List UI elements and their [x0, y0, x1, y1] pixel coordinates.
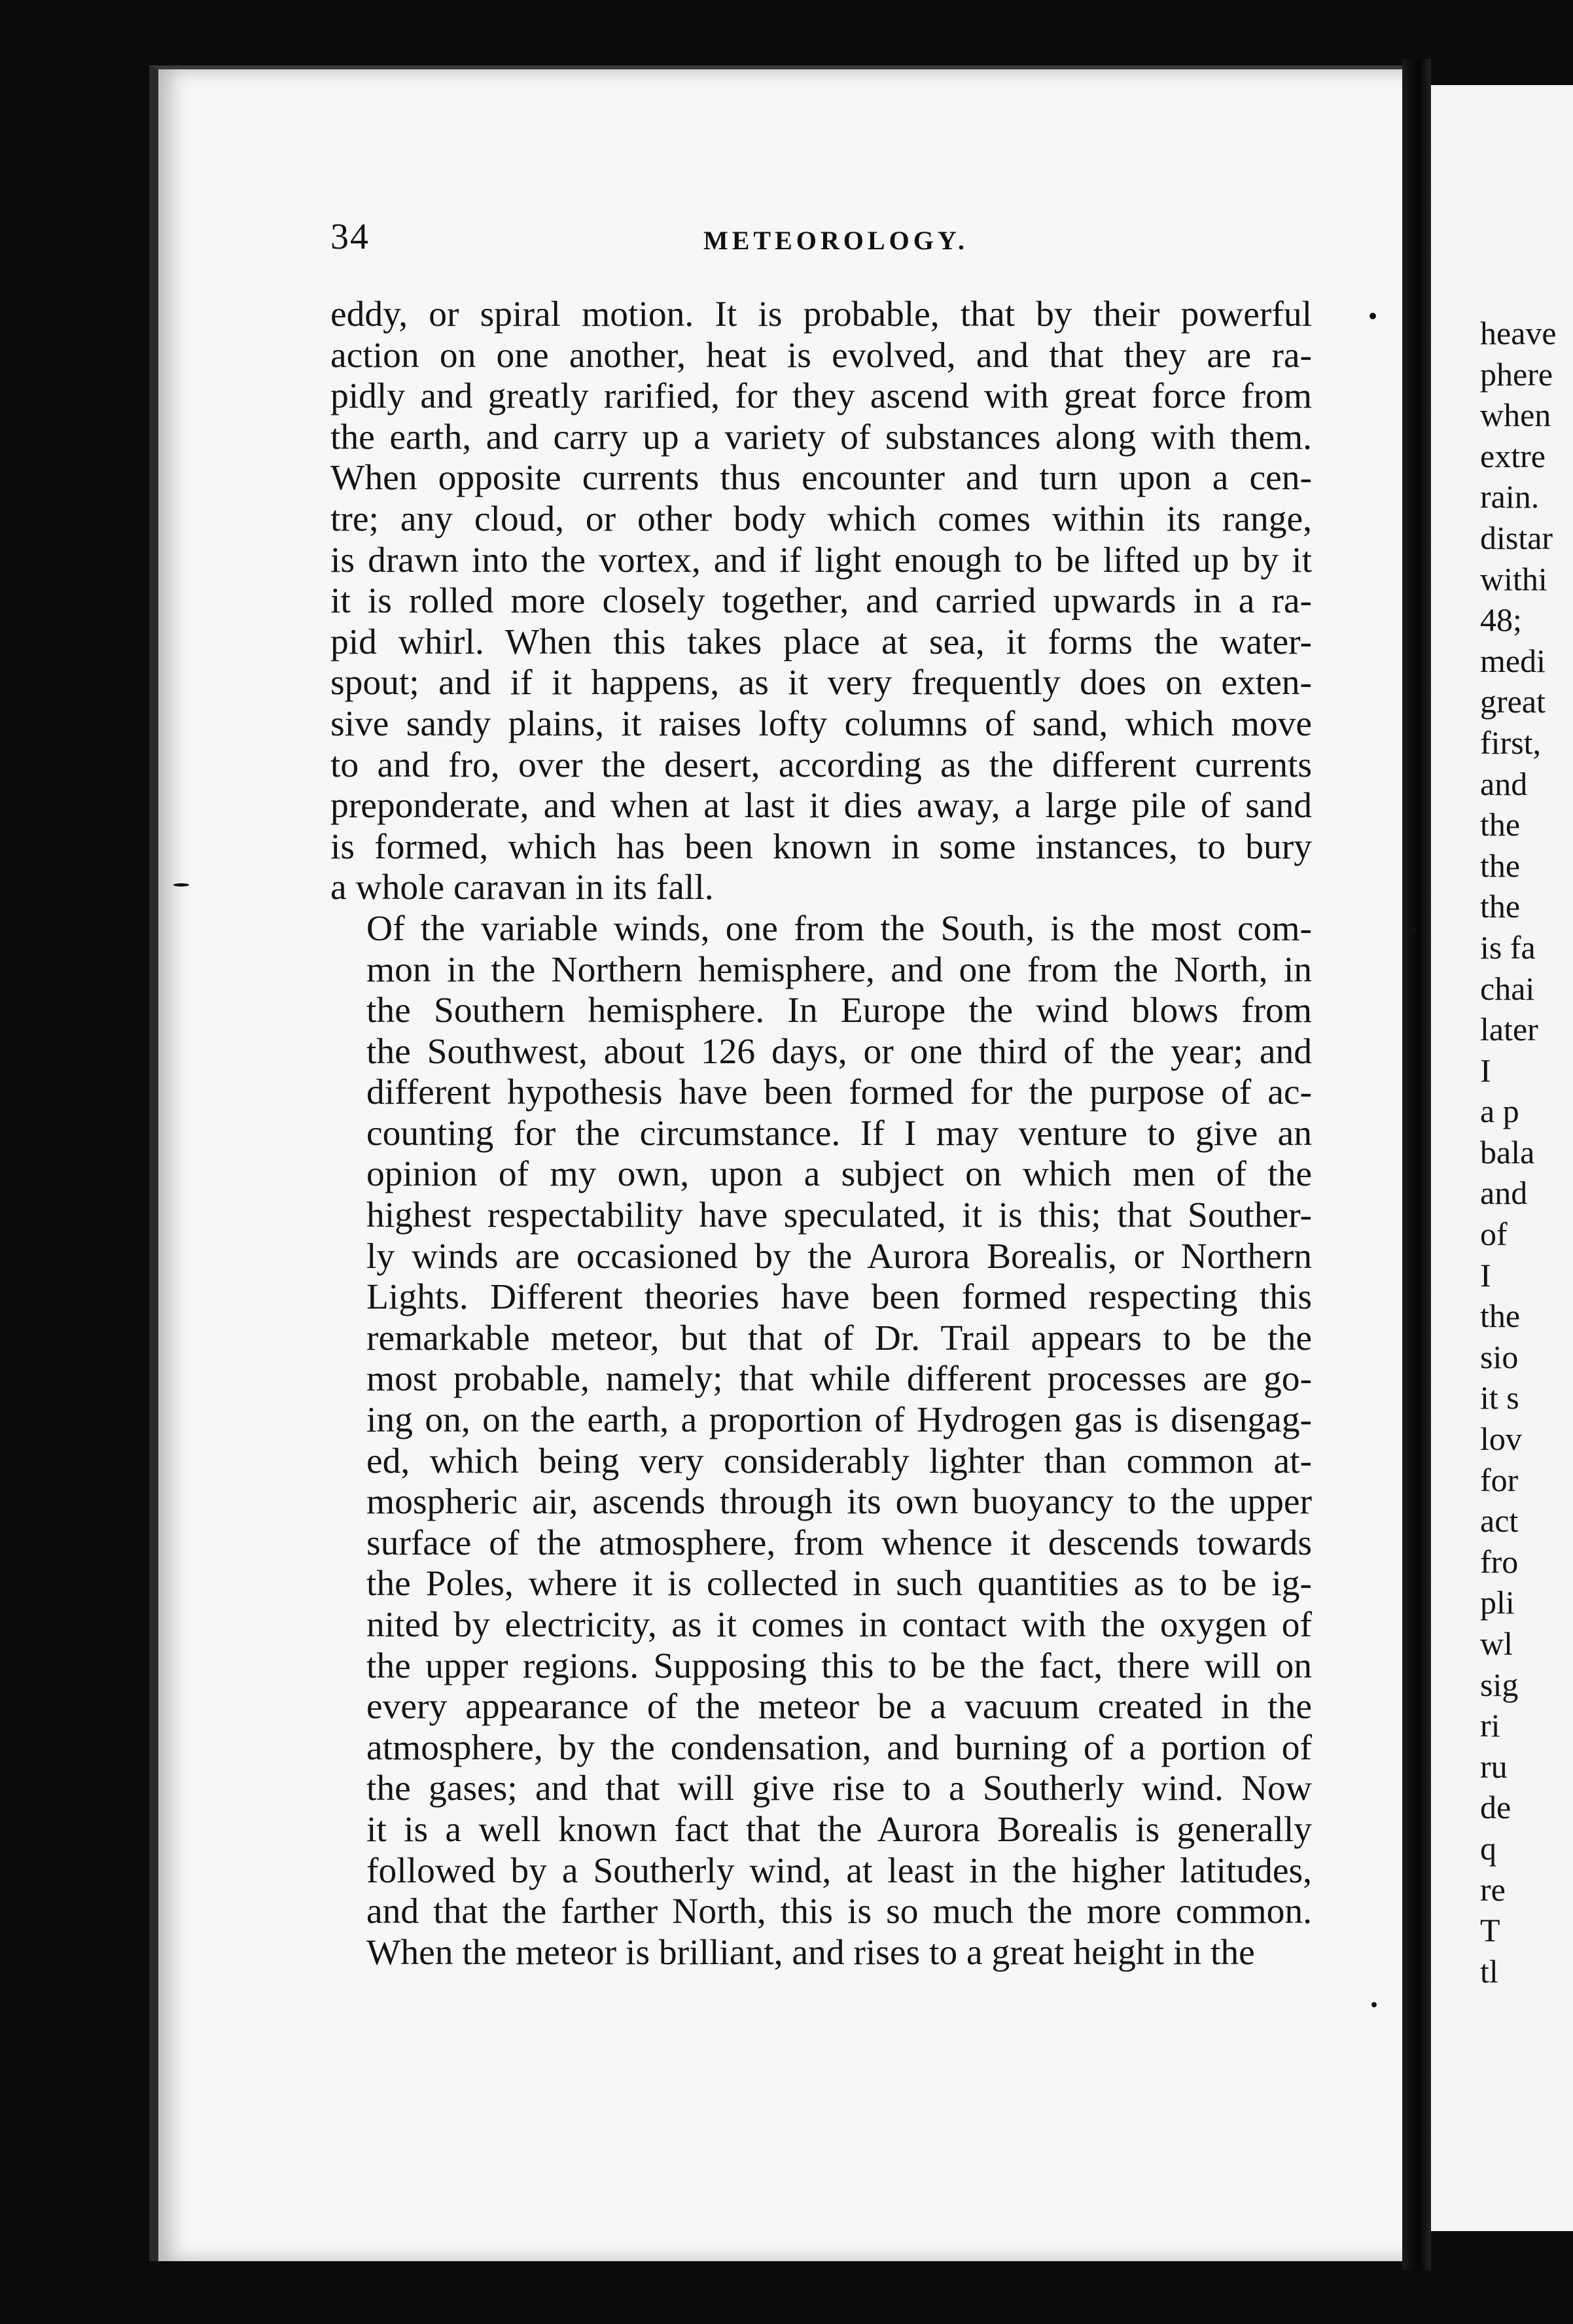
text-line: Of the variable winds, one from the South, is the most com-	[366, 908, 1312, 949]
text-line: spout; and if it happens, as it very frequently does on exten-	[330, 663, 1312, 703]
facing-page-fragment: medi	[1480, 642, 1546, 679]
text-line: When the meteor is brilliant, and rises to a great height in the	[366, 1932, 1255, 1973]
header-title: METEOROLOGY.	[703, 226, 969, 255]
facing-page-fragment: extre	[1480, 437, 1546, 474]
text-line: the Southwest, about 126 days, or one third of the year; and	[366, 1031, 1312, 1072]
facing-page-fragment: when	[1480, 396, 1551, 434]
text-line: pidly and greatly rarified, for they ascend with great force from	[330, 376, 1312, 417]
text-line: sive sandy plains, it raises lofty columns of sand, which move	[330, 703, 1312, 744]
facing-page-fragment: T	[1480, 1912, 1500, 1949]
facing-page-fragment: rain.	[1480, 478, 1540, 516]
text-line: pid whirl. When this takes place at sea, it forms the water-	[330, 622, 1312, 662]
facing-page-fragment: is fa	[1480, 928, 1536, 966]
facing-page-fragment: bala	[1480, 1133, 1535, 1171]
text-line: mon in the Northern hemisphere, and one from the North, in	[366, 949, 1312, 990]
facing-page-fragment: first,	[1480, 724, 1542, 761]
paragraph-1	[330, 294, 1312, 909]
facing-page-fragment: sig	[1480, 1666, 1519, 1703]
text-line: the earth, and carry up a variety of substances along with them.	[330, 417, 1312, 457]
scan-speck	[173, 883, 189, 887]
text-line: opinion of my own, upon a subject on which men of the	[366, 1154, 1312, 1195]
facing-page-fragment: I	[1480, 1256, 1491, 1294]
facing-page-fragment: and	[1480, 1174, 1528, 1212]
facing-page-fragment: ru	[1480, 1748, 1508, 1785]
facing-page-fragment: for	[1480, 1461, 1519, 1498]
page-number: 34	[330, 217, 370, 257]
facing-page-fragment: and	[1480, 765, 1528, 802]
text-line: mospheric air, ascends through its own buoyancy to the upper	[366, 1482, 1312, 1523]
facing-page-fragment: sio	[1480, 1338, 1519, 1375]
text-line: the gases; and that will give rise to a Southerly wind. Now	[366, 1769, 1312, 1809]
body-text	[330, 294, 1312, 1973]
facing-page-fragment: de	[1480, 1789, 1511, 1826]
text-line: highest respectability have speculated, it is this; that Souther-	[366, 1195, 1312, 1236]
facing-page-fragment: distar	[1480, 519, 1553, 556]
text-line: a whole caravan in its fall.	[330, 868, 714, 908]
text-line: ly winds are occasioned by the Aurora Borealis, or Northern	[366, 1236, 1312, 1276]
facing-page-fragment: it s	[1480, 1379, 1519, 1417]
text-line: remarkable meteor, but that of Dr. Trail appears to be the	[366, 1318, 1312, 1358]
facing-page-fragment: the	[1480, 1297, 1521, 1335]
facing-page-fragment: fro	[1480, 1543, 1519, 1580]
text-line: different hypothesis have been formed for the purpose of ac-	[366, 1072, 1312, 1113]
scan-speck	[1407, 928, 1416, 933]
facing-page-fragment: chai	[1480, 970, 1535, 1007]
text-line: ing on, on the earth, a proportion of Hydrogen gas is disengag-	[366, 1400, 1312, 1441]
facing-page-fragment: withi	[1480, 560, 1547, 597]
facing-page-fragment: 48;	[1480, 601, 1522, 639]
text-line: is drawn into the vortex, and if light enough to be lifted up by it	[330, 540, 1312, 580]
text-line: action on one another, heat is evolved, and that they are ra-	[330, 335, 1312, 376]
facing-page-fragment: heave	[1480, 315, 1557, 351]
text-line: to and fro, over the desert, according as the different currents	[330, 745, 1312, 785]
facing-page-fragment: re	[1480, 1871, 1506, 1908]
facing-page-fragment: ri	[1480, 1707, 1500, 1744]
text-line: ed, which being very considerably lighter than common at-	[366, 1441, 1312, 1481]
text-line: followed by a Southerly wind, at least in the higher latitudes,	[366, 1850, 1312, 1891]
facing-page-fragment: pli	[1480, 1584, 1515, 1621]
book-gutter	[1402, 59, 1431, 2270]
facing-page-fragment: the	[1480, 847, 1521, 884]
scan-speck	[1371, 2002, 1377, 2007]
text-line: When opposite currents thus encounter and turn upon a cen-	[330, 458, 1312, 499]
facing-page-fragment: q	[1480, 1829, 1496, 1867]
facing-page-fragment: wl	[1480, 1625, 1513, 1662]
scan-speck	[1370, 313, 1376, 319]
text-line: nited by electricity, as it comes in contact with the oxygen of	[366, 1605, 1312, 1645]
text-line: it is a well known fact that the Aurora Borealis is generally	[366, 1809, 1312, 1850]
text-line: Lights. Different theories have been formed respecting this	[366, 1277, 1312, 1318]
text-line: tre; any cloud, or other body which comes within its range,	[330, 499, 1312, 539]
facing-page-fragment: great	[1480, 683, 1546, 720]
facing-page-fragments	[1480, 313, 1573, 1992]
facing-page-fragment: a p	[1480, 1093, 1519, 1130]
facing-page-fragment: lov	[1480, 1420, 1522, 1458]
running-head	[330, 216, 1312, 268]
facing-page-fragment: the	[1480, 806, 1521, 843]
text-line: is formed, which has been known in some instances, to bury	[330, 826, 1312, 867]
facing-page-fragment: I	[1480, 1051, 1491, 1089]
text-line: most probable, namely; that while different processes are go-	[366, 1359, 1312, 1400]
facing-page-fragment: of	[1480, 1216, 1508, 1253]
text-line: surface of the atmosphere, from whence it descends towards	[366, 1523, 1312, 1563]
text-line: counting for the circumstance. If I may venture to give an	[366, 1113, 1312, 1153]
facing-page-fragment: the	[1480, 888, 1521, 925]
facing-page-fragment: phere	[1480, 355, 1553, 393]
text-line: the Poles, where it is collected in such quantities as to be ig-	[366, 1564, 1312, 1604]
text-line: atmosphere, by the condensation, and burning of a portion of	[366, 1727, 1312, 1768]
text-line: the Southern hemisphere. In Europe the wind blows from	[366, 991, 1312, 1031]
text-line: the upper regions. Supposing this to be the fact, there will on	[366, 1646, 1312, 1686]
text-line: and that the farther North, this is so much the more common.	[366, 1892, 1312, 1932]
facing-page-fragment: act	[1480, 1502, 1519, 1540]
paragraph-2	[330, 909, 1312, 1973]
text-line: it is rolled more closely together, and carried upwards in a ra-	[330, 581, 1312, 622]
text-line: every appearance of the meteor be a vacuum created in the	[366, 1687, 1312, 1727]
text-line: preponderate, and when at last it dies away, a large pile of sand	[330, 786, 1312, 826]
facing-page-fragment: tl	[1480, 1952, 1498, 1990]
facing-page-fragment: later	[1480, 1011, 1538, 1048]
text-line: eddy, or spiral motion. It is probable, that by their powerful	[330, 294, 1312, 334]
